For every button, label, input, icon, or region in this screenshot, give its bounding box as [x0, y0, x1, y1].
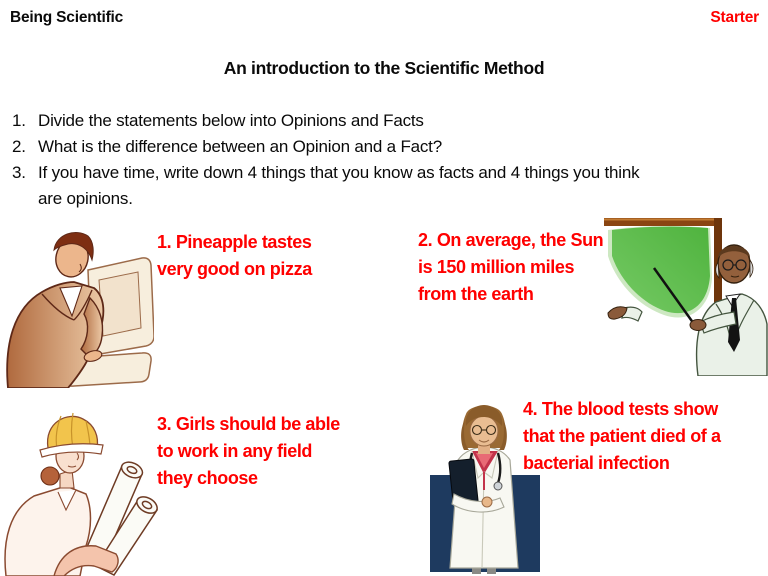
head — [461, 405, 507, 454]
statement-line: bacterial infection — [523, 453, 670, 473]
statement-2 — [418, 227, 603, 308]
instruction-text — [38, 160, 758, 212]
statement-line: is 150 million miles — [418, 257, 575, 277]
instruction-number: 1. — [12, 111, 26, 130]
instruction-line: Divide the statements below into Opinions and Facts — [38, 111, 424, 130]
instruction-text — [38, 134, 758, 160]
statement-line: they choose — [157, 468, 258, 488]
teacher-pointing-at-green-chalkboard-illustration — [604, 212, 768, 376]
hair-bun — [41, 467, 59, 485]
instruction-number: 3. — [12, 163, 26, 182]
statement-1 — [157, 229, 312, 283]
instruction-number: 2. — [12, 137, 26, 156]
statement-line: 2. On average, the Sun — [418, 230, 604, 250]
starter-badge: Starter — [710, 9, 759, 26]
gesturing-hand — [608, 307, 642, 321]
statement-line: from the earth — [418, 284, 534, 304]
statement-line: to work in any field — [157, 441, 313, 461]
hand — [690, 320, 706, 331]
instruction-item-1 — [6, 108, 758, 134]
instruction-item-2 — [6, 134, 758, 160]
slide-subtitle: An introduction to the Scientific Method — [223, 58, 545, 78]
statement-line: 4. The blood tests show — [523, 399, 718, 419]
statement-3 — [157, 411, 340, 492]
instruction-line: are opinions. — [38, 189, 133, 208]
statement-4 — [523, 396, 721, 477]
statement-line: 1. Pineapple tastes — [157, 232, 312, 252]
instruction-line: What is the difference between an Opinion and a Fact? — [38, 137, 442, 156]
hand — [482, 497, 492, 507]
instruction-list — [6, 108, 758, 212]
statement-line: that the patient died of a — [523, 426, 721, 446]
instruction-item-3 — [6, 160, 758, 212]
hard-hat — [40, 413, 103, 457]
statement-line: very good on pizza — [157, 259, 312, 279]
instruction-text — [38, 108, 758, 134]
slide-title: Being Scientific — [10, 9, 124, 26]
statement-line: 3. Girls should be able — [157, 414, 340, 434]
man-typing-at-computer-illustration — [2, 224, 154, 388]
instruction-line: If you have time, write down 4 things that you know as facts and 4 things you think — [38, 163, 640, 182]
female-engineer-hard-hat-blueprints-illustration — [0, 404, 162, 576]
